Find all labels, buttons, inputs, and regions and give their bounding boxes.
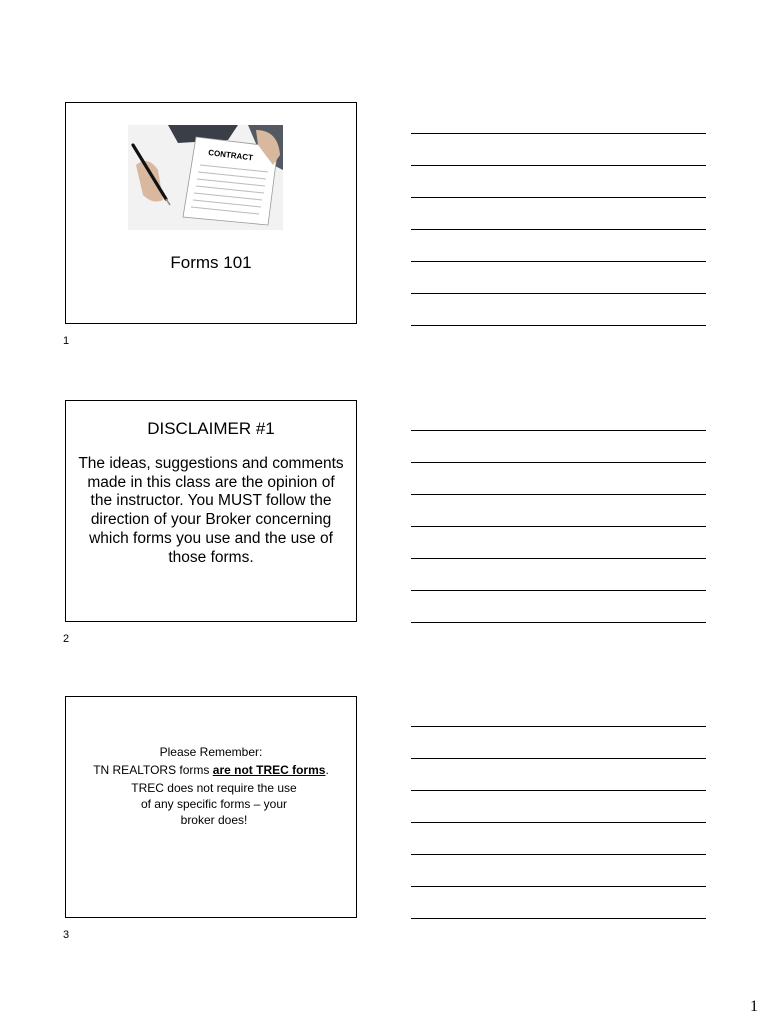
note-line [411,590,706,591]
note-line [411,494,706,495]
contract-signing-image [128,125,283,230]
note-line [411,133,706,134]
note-line [411,165,706,166]
note-line [411,261,706,262]
slide-3-line-2-suffix: . [325,763,329,777]
note-line [411,462,706,463]
note-line [411,886,706,887]
slide-3-body [66,743,356,828]
note-line [411,325,706,326]
slide-2-body: The ideas, suggestions and comments made in this class are the opinion of the instructor. You MUST follow the direction of your Broker concerning which forms you use and the use of those forms. [78,455,344,566]
slide-3-line-2-prefix: TN REALTORS forms [93,763,213,777]
note-line [411,197,706,198]
contract-image-text: CONTRACT [207,148,254,163]
slide-2-number: 2 [63,633,70,645]
slide-3-line-3: TREC does not require the use of any specific forms – your broker does! [131,781,297,827]
note-line [411,558,706,559]
note-line [411,790,706,791]
slide-1-title: Forms 101 [170,253,252,272]
note-line [411,526,706,527]
note-line [411,918,706,919]
slide-2 [65,400,357,622]
note-line [411,229,706,230]
note-line [411,822,706,823]
note-line [411,854,706,855]
slide-3-line-1: Please Remember: [159,745,263,759]
slide-3-number: 3 [63,929,70,941]
note-line [411,293,706,294]
note-line [411,726,706,727]
note-line [411,430,706,431]
slide-1 [65,102,357,324]
slide-3-line-2-emphasis: are not TREC forms [212,763,326,777]
slide-3-line-2 [66,761,356,779]
page-number: 1 [750,998,758,1015]
note-line [411,758,706,759]
slide-1-number: 1 [63,335,70,347]
slide-2-title: DISCLAIMER #1 [147,419,275,438]
slide-3 [65,696,357,918]
note-line [411,622,706,623]
